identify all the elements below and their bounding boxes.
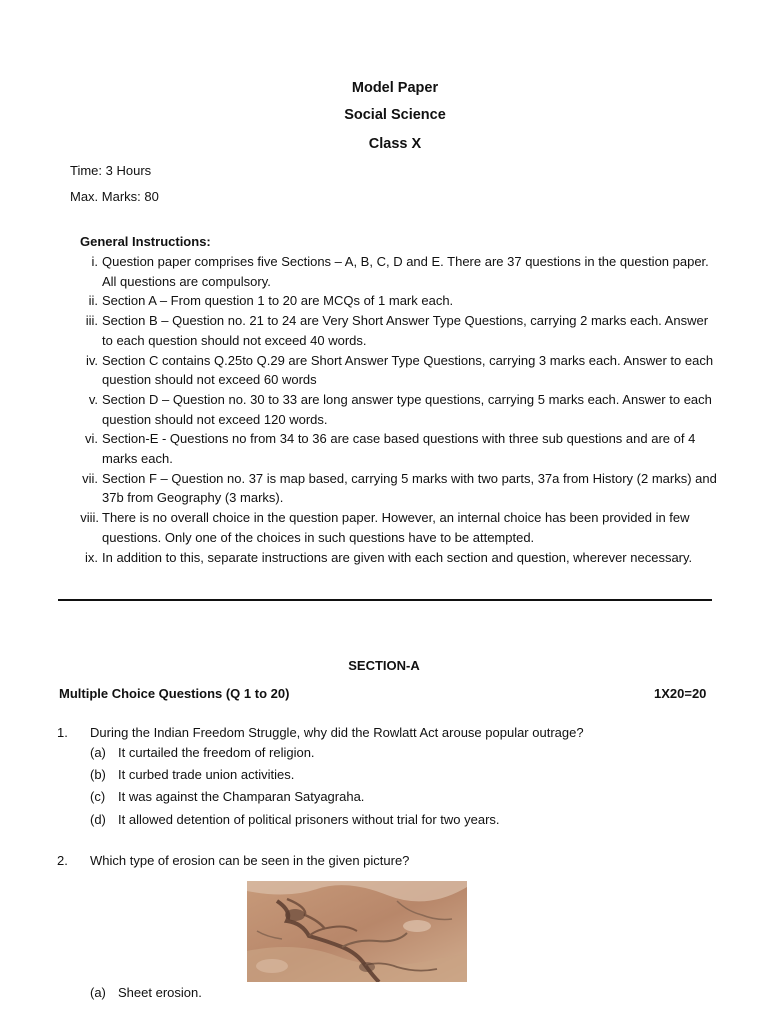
option: (d) It allowed detention of political prisoners without trial for two years. bbox=[90, 812, 500, 827]
option: (a) It curtailed the freedom of religion. bbox=[90, 745, 315, 760]
mcq-marks: 1X20=20 bbox=[654, 686, 707, 701]
paper-class: Class X bbox=[368, 136, 422, 152]
question-text: Which type of erosion can be seen in the given picture? bbox=[90, 853, 410, 868]
instructions-list bbox=[78, 252, 718, 567]
option: (a) Sheet erosion. bbox=[90, 985, 202, 1000]
instruction-item: vi. Section-E - Questions no from 34 to 36 are case based questions with three sub questions and are of 4 marks each. bbox=[85, 431, 696, 467]
time-allowed: Time: 3 Hours bbox=[70, 163, 152, 178]
instruction-item: viii. There is no overall choice in the question paper. However, an internal choice has been provided in few questions. Only one of the choices in such questions have to be attempted. bbox=[80, 510, 690, 545]
instruction-item: ii. Section A – From question 1 to 20 are MCQs of 1 mark each. bbox=[88, 293, 454, 309]
section-divider bbox=[58, 599, 712, 601]
instructions-heading: General Instructions: bbox=[80, 234, 211, 249]
question-number: 1. bbox=[57, 725, 68, 740]
instruction-item: ix. In addition to this, separate instructions are given with each section and question, wherever necessary. bbox=[85, 549, 693, 565]
instruction-item: vii. Section F – Question no. 37 is map based, carrying 5 marks with two parts, 37a from History (2 marks) and 37b from Geography (3 marks). bbox=[82, 470, 717, 506]
paper-title: Model Paper bbox=[351, 80, 439, 96]
instruction-item: v. Section D – Question no. 30 to 33 are long answer type questions, carrying 5 marks each. Answer to each question should not exceed 120 words. bbox=[88, 391, 712, 427]
question-number: 2. bbox=[57, 853, 68, 868]
question-text: During the Indian Freedom Struggle, why did the Rowlatt Act arouse popular outrage? bbox=[90, 725, 584, 740]
mcq-heading: Multiple Choice Questions (Q 1 to 20) bbox=[59, 686, 290, 701]
instruction-item: i. Question paper comprises five Sections – A, B, C, D and E. There are 37 questions in the question paper. All questions are compulsory. bbox=[91, 254, 709, 289]
max-marks: Max. Marks: 80 bbox=[70, 189, 159, 204]
option: (c) It was against the Champaran Satyagraha. bbox=[90, 789, 365, 804]
instruction-item: iv. Section C contains Q.25to Q.29 are Short Answer Type Questions, carrying 3 marks each. Answer to each question should not exceed 60 words bbox=[85, 352, 714, 388]
section-a-heading: SECTION-A bbox=[348, 658, 420, 673]
paper-subject: Social Science bbox=[344, 107, 446, 123]
instruction-item: iii. Section B – Question no. 21 to 24 are Very Short Answer Type Questions, carrying 2 marks each. Answer to each question should not exceed 40 words. bbox=[85, 313, 709, 348]
option: (b) It curbed trade union activities. bbox=[90, 767, 295, 782]
erosion-picture bbox=[247, 881, 467, 982]
